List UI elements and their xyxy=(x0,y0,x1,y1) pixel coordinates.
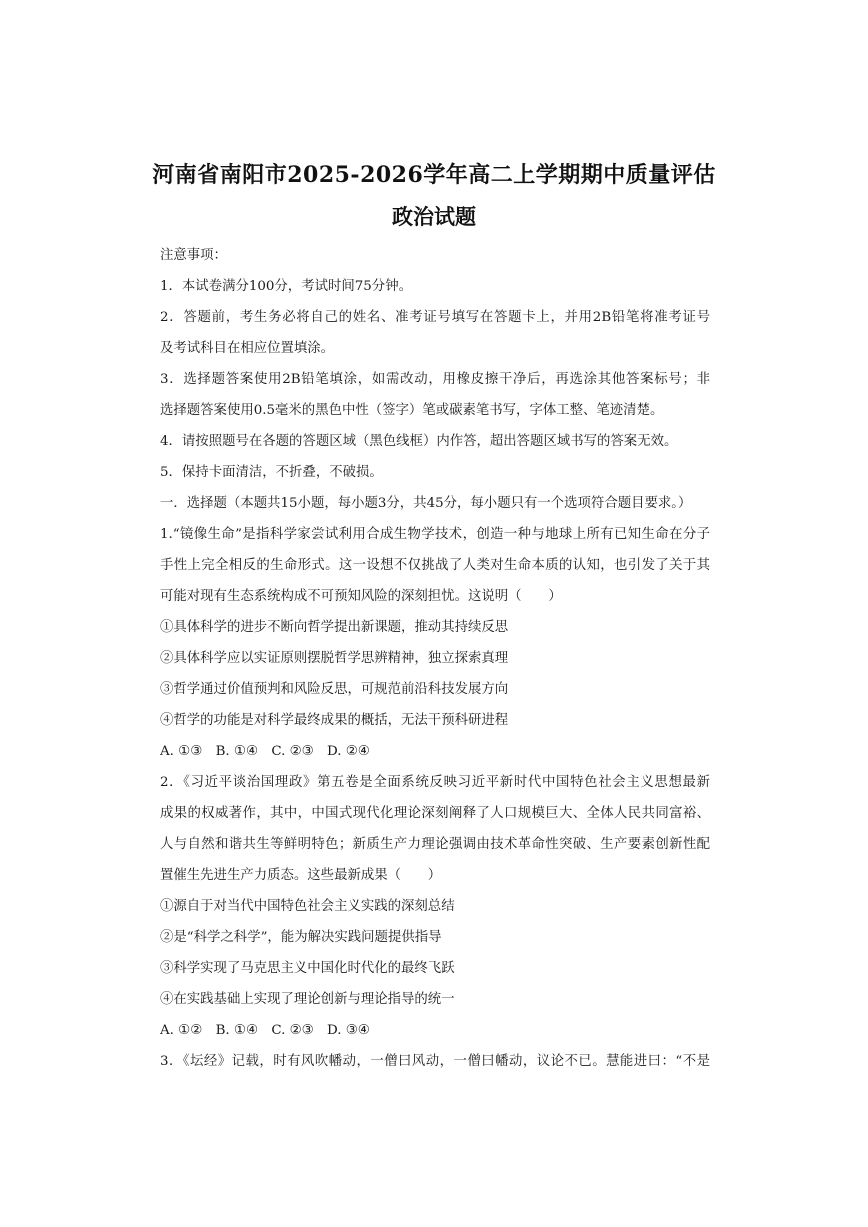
text-line: 置催生先进生产力质态。这些最新成果（ ） xyxy=(160,868,442,883)
exam-title: 河南省南阳市2025-2026学年高二上学期期中质量评估 xyxy=(152,162,716,188)
text-line: 一．选择题（本题共15小题，每小题3分，共45分，每小题只有一个选项符合题目要求。） xyxy=(160,496,692,511)
text-line: 1.“镜像生命”是指科学家尝试利用合成生物学技术，创造一种与地球上所有已知生命在分子 xyxy=(160,527,710,542)
text-line: 可能对现有生态系统构成不可预知风险的深刻担忧。这说明（ ） xyxy=(160,589,562,604)
text-line: ④在实践基础上实现了理论创新与理论指导的统一 xyxy=(160,992,455,1007)
text-line: A. ①③ B. ①④ C. ②③ D. ②④ xyxy=(160,744,370,759)
text-line: ①具体科学的进步不断向哲学提出新课题，推动其持续反思 xyxy=(160,620,509,635)
text-line: 4．请按照题号在各题的答题区域（黑色线框）内作答，超出答题区域书写的答案无效。 xyxy=(160,434,678,449)
text-line: 人与自然和谐共生等鲜明特色；新质生产力理论强调由技术革命性突破、生产要素创新性配 xyxy=(160,837,710,852)
text-line: 3．《坛经》记载，时有风吹幡动，一僧曰风动，一僧曰幡动，议论不已。慧能进曰：“不是 xyxy=(160,1054,710,1069)
text-line: A. ①② B. ①④ C. ②③ D. ③④ xyxy=(160,1023,370,1038)
text-line: 1．本试卷满分100分，考试时间75分钟。 xyxy=(160,279,412,294)
text-line: 注意事项： xyxy=(160,248,227,263)
text-line: ②是“科学之科学”，能为解决实践问题提供指导 xyxy=(160,930,442,945)
text-line: 2．答题前，考生务必将自己的姓名、准考证号填写在答题卡上，并用2B铅笔将准考证号 xyxy=(160,310,710,325)
text-line: 3．选择题答案使用2B铅笔填涂，如需改动，用橡皮擦干净后，再选涂其他答案标号；非 xyxy=(160,372,710,387)
text-line: 2．《习近平谈治国理政》第五卷是全面系统反映习近平新时代中国特色社会主义思想最新 xyxy=(160,775,710,790)
text-line: 选择题答案使用0.5毫米的黑色中性（签字）笔或碳素笔书写，字体工整、笔迹清楚。 xyxy=(160,403,664,418)
exam-body xyxy=(160,240,710,1077)
text-line: 及考试科目在相应位置填涂。 xyxy=(160,341,335,356)
text-line: ④哲学的功能是对科学最终成果的概括，无法干预科研进程 xyxy=(160,713,509,728)
text-line: 成果的权威著作，其中，中国式现代化理论深刻阐释了人口规模巨大、全体人民共同富裕、 xyxy=(160,806,710,821)
text-line: ①源自于对当代中国特色社会主义实践的深刻总结 xyxy=(160,899,455,914)
text-line: 5．保持卡面清洁，不折叠，不破损。 xyxy=(160,465,383,480)
text-line: 手性上完全相反的生命形式。这一设想不仅挑战了人类对生命本质的认知，也引发了关于其 xyxy=(160,558,710,573)
exam-subtitle: 政治试题 xyxy=(392,204,476,229)
text-line: ③哲学通过价值预判和风险反思，可规范前沿科技发展方向 xyxy=(160,682,509,697)
text-line: ②具体科学应以实证原则摆脱哲学思辨精神，独立探索真理 xyxy=(160,651,509,666)
text-line: ③科学实现了马克思主义中国化时代化的最终飞跃 xyxy=(160,961,455,976)
